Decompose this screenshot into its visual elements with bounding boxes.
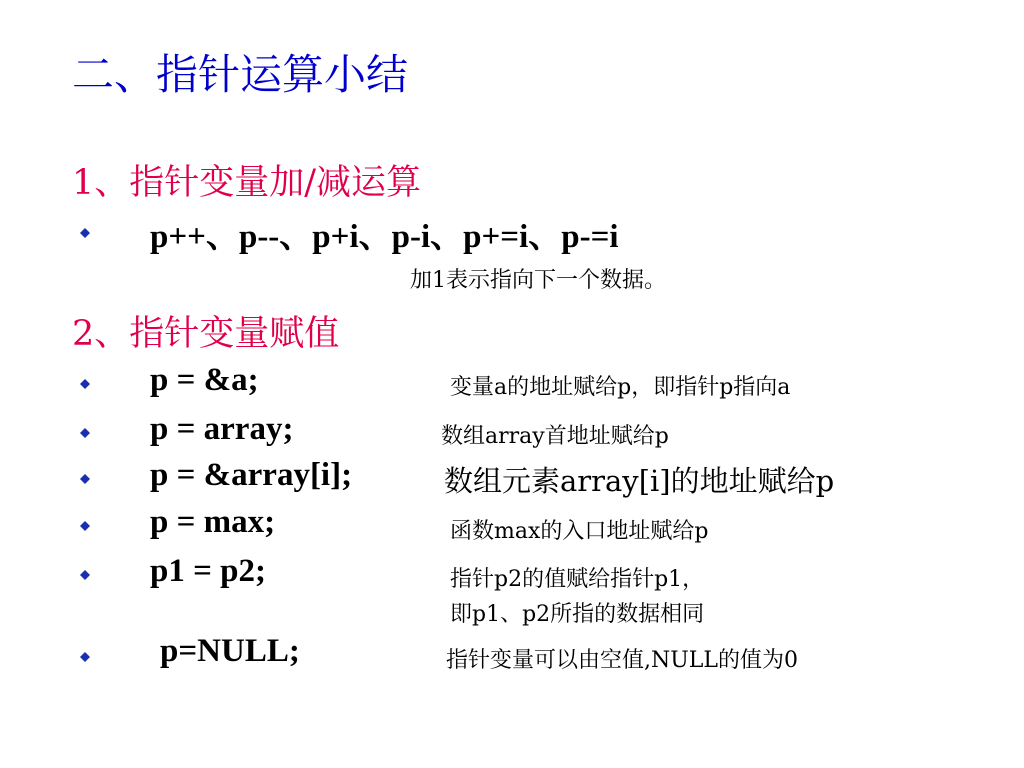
diamond-bullet-icon <box>80 570 90 580</box>
assign-desc-5: 指针p2的值赋给指针p1， <box>450 567 705 592</box>
assign-desc-2: 数组array首地址赋给p <box>441 424 669 449</box>
assign-code-5: p1 = p2; <box>150 553 266 589</box>
assign-code-4: p = max; <box>150 504 276 540</box>
diamond-bullet-icon <box>80 428 90 438</box>
assign-code-3: p = &array[i]; <box>150 457 353 493</box>
diamond-bullet-icon <box>80 521 90 531</box>
diamond-bullet-icon <box>80 652 90 662</box>
pointer-arith-ops: p++、p--、p+i、p-i、p+=i、p-=i <box>150 219 619 255</box>
assign-desc-1: 变量a的地址赋给p，即指针p指向a <box>450 375 791 400</box>
assign-code-6: p=NULL; <box>160 633 300 669</box>
diamond-bullet-icon <box>80 228 90 238</box>
diamond-bullet-icon <box>80 379 90 389</box>
assign-desc-5-line-2: 即p1、p2所指的数据相同 <box>450 602 705 627</box>
assign-code-2: p = array; <box>150 411 294 447</box>
section-2-heading: 2、指针变量赋值 <box>72 314 340 354</box>
pointer-arith-note: 加1表示指向下一个数据。 <box>410 268 666 293</box>
diamond-bullet-icon <box>80 474 90 484</box>
slide-title: 二、指针运算小结 <box>72 50 409 99</box>
section-1-heading: 1、指针变量加/减运算 <box>72 163 422 203</box>
assign-desc-6: 指针变量可以由空值,NULL的值为0 <box>446 648 799 673</box>
assign-desc-4: 函数max的入口地址赋给p <box>450 519 709 544</box>
assign-code-1: p = &a; <box>150 362 259 398</box>
assign-desc-3: 数组元素array[i]的地址赋给p <box>444 464 835 498</box>
